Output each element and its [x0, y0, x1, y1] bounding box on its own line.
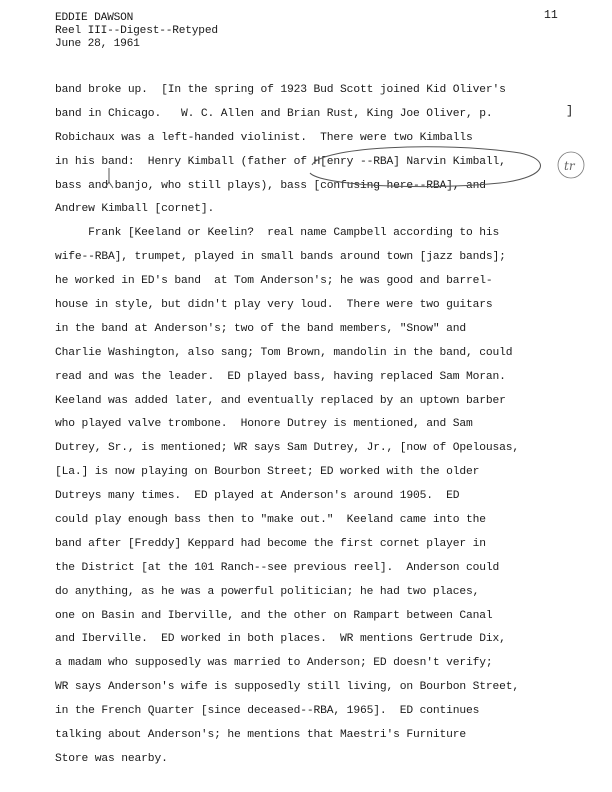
text-line: one on Basin and Iberville, and the other on Rampart between Canal: [55, 609, 493, 622]
text-line: Store was nearby.: [55, 752, 168, 765]
document-header: [55, 12, 218, 51]
text-line: in the band at Anderson's; two of the band members, "Snow" and: [55, 322, 467, 335]
text-line: band broke up. [In the spring of 1923 Bud Scott joined Kid Oliver's: [55, 84, 506, 96]
text-line: Keeland was added later, and eventually replaced by an uptown barber: [55, 394, 506, 407]
text-line: band after [Freddy] Keppard had become the first cornet player in: [55, 537, 486, 550]
text-line: he worked in ED's band at Tom Anderson's; he was good and barrel-: [55, 275, 493, 288]
text-line: [La.] is now playing on Bourbon Street; ED worked with the older: [55, 466, 480, 479]
text-line: Dutreys many times. ED played at Anderson's around 1905. ED: [55, 490, 460, 503]
text-line: the District [at the 101 Ranch--see previous reel]. Anderson could: [55, 561, 500, 574]
text-line: WR says Anderson's wife is supposedly still living, on Bourbon Street,: [55, 681, 520, 694]
text-line: a madam who supposedly was married to Anderson; ED doesn't verify;: [55, 657, 493, 670]
text-line: in the French Quarter [since deceased--RBA, 1965]. ED continues: [55, 705, 480, 718]
text-line: who played valve trombone. Honore Dutrey is mentioned, and Sam: [55, 418, 473, 431]
handwritten-tr-text: tr: [564, 159, 575, 173]
text-line: and Iberville. ED worked in both places. WR mentions Gertrude Dix,: [55, 633, 506, 646]
text-line: Andrew Kimball [cornet].: [55, 203, 215, 216]
text-line: read and was the leader. ED played bass, having replaced Sam Moran.: [55, 370, 506, 383]
handwritten-tr-annotation: [556, 150, 586, 180]
text-line: Charlie Washington, also sang; Tom Brown, mandolin in the band, could: [55, 346, 513, 359]
interviewee-name: EDDIE DAWSON: [55, 12, 134, 24]
text-line: talking about Anderson's; he mentions that Maestri's Furniture: [55, 729, 467, 742]
interview-date: June 28, 1961: [55, 38, 140, 50]
margin-bracket-mark: ]: [566, 104, 574, 118]
transcript-body: [55, 79, 575, 772]
text-line: could play enough bass then to "make out." Keeland came into the: [55, 514, 486, 527]
reel-label: Reel III--Digest--Retyped: [55, 25, 218, 37]
text-line: bass and banjo, who still plays), bass [confusing here--RBA], and: [55, 179, 486, 192]
text-line: do anything, as he was a powerful politician; he had two places,: [55, 585, 480, 598]
text-line: Robichaux was a left-handed violinist. There were two Kimballs: [55, 131, 473, 144]
text-line: house in style, but didn't play very loud. There were two guitars: [55, 299, 493, 312]
text-line: band in Chicago. W. C. Allen and Brian Rust, King Joe Oliver, p.: [55, 107, 493, 120]
page-number: 11: [544, 9, 558, 22]
text-line: Frank [Keeland or Keelin? real name Campbell according to his: [55, 227, 500, 240]
text-line: in his band: Henry Kimball (father of H[enry --RBA] Narvin Kimball,: [55, 155, 506, 168]
text-line: Dutrey, Sr., is mentioned; WR says Sam Dutrey, Jr., [now of Opelousas,: [55, 442, 520, 455]
text-line: wife--RBA], trumpet, played in small bands around town [jazz bands];: [55, 251, 506, 264]
